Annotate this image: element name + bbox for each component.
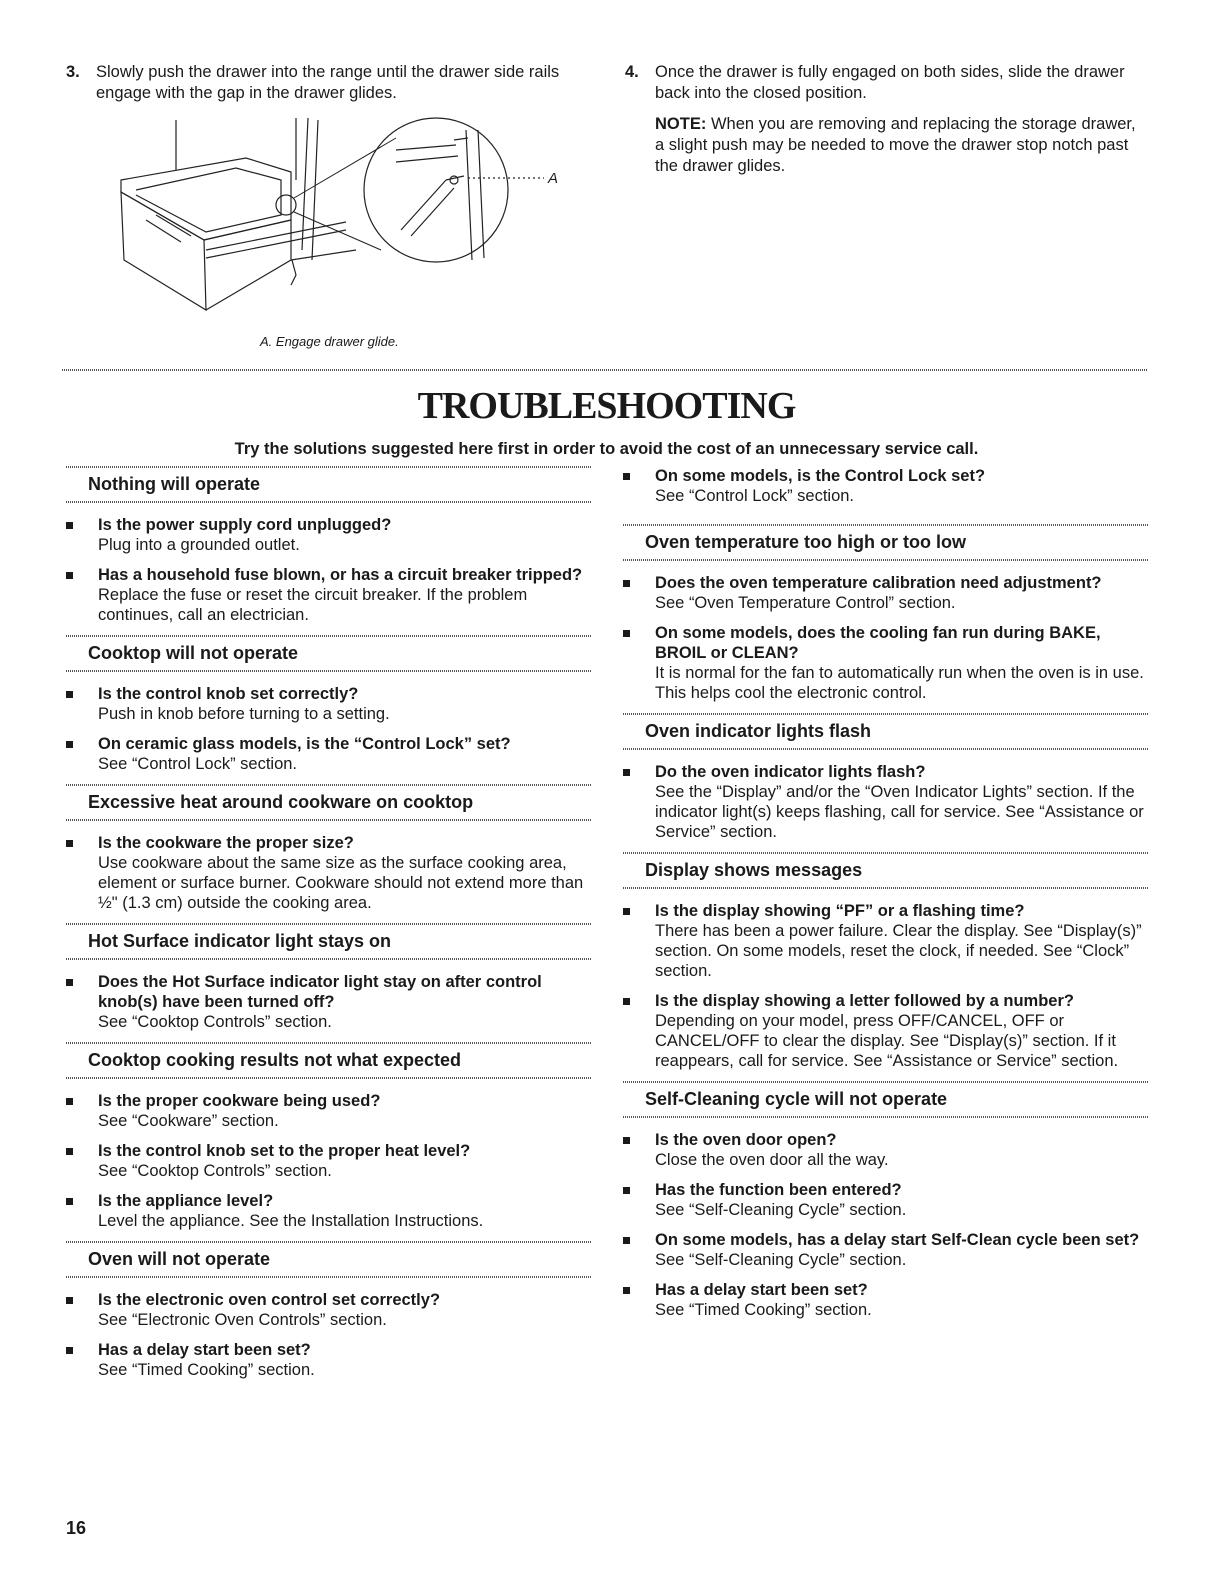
section-header (623, 713, 1148, 750)
section-cooking-results (66, 1042, 591, 1231)
list-item (623, 466, 1148, 506)
bullet-icon (623, 1287, 630, 1294)
answer: There has been a power failure. Clear the display. See “Display(s)” section. On some models, reset the clock, if needed. See “Clock” section. (655, 922, 1142, 980)
section-title: Oven will not operate (88, 1249, 271, 1269)
section-header (623, 524, 1148, 561)
list-item (623, 573, 1148, 613)
section-rule-bottom (66, 670, 591, 672)
question: Is the display showing a letter followed by a number? (655, 992, 1074, 1010)
right-column (623, 466, 1148, 1330)
question: Is the power supply cord unplugged? (98, 516, 392, 534)
list-item (66, 1340, 591, 1380)
bullet-icon (66, 1148, 73, 1155)
step-3-text: Slowly push the drawer into the range until the drawer side rails engage with the gap in the drawer glides. (96, 63, 560, 102)
section-nothing-will-operate (66, 466, 591, 625)
section-title: Cooktop will not operate (88, 643, 298, 663)
section-rule-bottom (66, 1077, 591, 1079)
section-header (623, 852, 1148, 889)
section-cooktop-will-not-operate (66, 635, 591, 774)
list-item (623, 623, 1148, 703)
section-self-cleaning (623, 1081, 1148, 1320)
bullet-icon (66, 1098, 73, 1105)
answer: Depending on your model, press OFF/CANCEL, OFF or CANCEL/OFF to clear the display. See “Display(s)” section. If it reappears, call for service. See “Assistance or Service” section. (655, 1012, 1119, 1070)
answer: See “Cooktop Controls” section. (98, 1162, 332, 1180)
section-rule-bottom (66, 958, 591, 960)
question: Is the display showing “PF” or a flashing time? (655, 902, 1025, 920)
answer: See “Cookware” section. (98, 1112, 279, 1130)
step-3-number: 3. (66, 63, 80, 81)
section-indicator-lights-flash (623, 713, 1148, 842)
list-item (66, 1091, 591, 1131)
section-oven-temperature (623, 524, 1148, 703)
list-item (66, 734, 591, 774)
section-title: Cooktop cooking results not what expected (88, 1050, 462, 1070)
question: Is the control knob set correctly? (98, 685, 359, 703)
bullet-icon (66, 572, 73, 579)
bullet-icon (66, 840, 73, 847)
answer: Plug into a grounded outlet. (98, 536, 300, 554)
question: On some models, does the cooling fan run during BAKE, BROIL or CLEAN? (655, 624, 1101, 662)
list-item (623, 1180, 1148, 1220)
list-item (66, 972, 591, 1032)
step-3-block (66, 62, 586, 104)
answer: Level the appliance. See the Installation Instructions. (98, 1212, 484, 1230)
question: Does the oven temperature calibration need adjustment? (655, 574, 1102, 592)
list-item (66, 1141, 591, 1181)
list-item (623, 1280, 1148, 1320)
question: Is the control knob set to the proper heat level? (98, 1142, 471, 1160)
section-divider (62, 369, 1147, 371)
bullet-icon (66, 1198, 73, 1205)
section-title: Hot Surface indicator light stays on (88, 931, 392, 951)
section-rule-bottom (66, 819, 591, 821)
intro-text: Try the solutions suggested here first in order to avoid the cost of an unnecessary service call. (234, 440, 979, 458)
section-rule-bottom (623, 887, 1148, 889)
section-rule-bottom (623, 748, 1148, 750)
answer: See “Self-Cleaning Cycle” section. (655, 1251, 907, 1269)
question: Is the proper cookware being used? (98, 1092, 381, 1110)
bullet-icon (623, 630, 630, 637)
bullet-icon (623, 1237, 630, 1244)
answer: See “Oven Temperature Control” section. (655, 594, 956, 612)
section-header (66, 1241, 591, 1278)
section-header (66, 923, 591, 960)
section-header (66, 466, 591, 503)
answer: See the “Display” and/or the “Oven Indicator Lights” section. If the indicator light(s) keeps flashing, call for service. See “Assistance or Service” section. (655, 783, 1144, 841)
bullet-icon (66, 1347, 73, 1354)
section-rule-bottom (623, 559, 1148, 561)
question: On some models, has a delay start Self-Clean cycle been set? (655, 1231, 1140, 1249)
section-excessive-heat (66, 784, 591, 913)
answer: See “Electronic Oven Controls” section. (98, 1311, 387, 1329)
question: Is the appliance level? (98, 1192, 274, 1210)
question: Has a household fuse blown, or has a circuit breaker tripped? (98, 566, 583, 584)
section-title: Nothing will operate (88, 474, 261, 494)
answer: See “Cooktop Controls” section. (98, 1013, 332, 1031)
list-item (623, 1130, 1148, 1170)
section-rule-bottom (623, 1116, 1148, 1118)
drawer-glide-illustration (96, 110, 586, 335)
step-3 (66, 62, 586, 104)
bullet-icon (66, 691, 73, 698)
section-title: Excessive heat around cookware on cooktop (88, 792, 474, 812)
question: Is the electronic oven control set correctly? (98, 1291, 441, 1309)
section-header (623, 1081, 1148, 1118)
left-column (66, 466, 591, 1390)
answer: Close the oven door all the way. (655, 1151, 889, 1169)
question: Does the Hot Surface indicator light stay on after control knob(s) have been turned off? (98, 973, 542, 1011)
list-item (623, 991, 1148, 1071)
answer: Replace the fuse or reset the circuit breaker. If the problem continues, call an electrician. (98, 586, 528, 624)
step-4-text: Once the drawer is fully engaged on both sides, slide the drawer back into the closed position. (655, 63, 1125, 102)
step-4-number: 4. (625, 63, 639, 81)
list-item (66, 1290, 591, 1330)
section-title: Display shows messages (645, 860, 863, 880)
list-item (66, 565, 591, 625)
list-item (66, 833, 591, 913)
question: On some models, is the Control Lock set? (655, 467, 986, 485)
note (625, 114, 1145, 177)
answer: See “Timed Cooking” section. (98, 1361, 315, 1379)
bullet-icon (623, 998, 630, 1005)
section-header (66, 635, 591, 672)
answer: See “Control Lock” section. (98, 755, 298, 773)
bullet-icon (623, 769, 630, 776)
section-title: Self-Cleaning cycle will not operate (645, 1089, 948, 1109)
section-header (66, 784, 591, 821)
answer: See “Self-Cleaning Cycle” section. (655, 1201, 907, 1219)
question: Do the oven indicator lights flash? (655, 763, 926, 781)
question: Is the oven door open? (655, 1131, 837, 1149)
note-text: When you are removing and replacing the storage drawer, a slight push may be needed to move the drawer stop notch past the drawer glides. (655, 115, 1136, 175)
page-title: TROUBLESHOOTING (417, 385, 796, 427)
list-item (66, 515, 591, 555)
question: Has a delay start been set? (98, 1341, 311, 1359)
step-4 (625, 62, 1145, 104)
section-header (66, 1042, 591, 1079)
bullet-icon (623, 908, 630, 915)
page-number: 16 (66, 1518, 87, 1538)
bullet-icon (623, 473, 630, 480)
section-rule-bottom (66, 501, 591, 503)
bullet-icon (623, 580, 630, 587)
step-4-block (625, 62, 1145, 177)
section-oven-will-not-operate (66, 1241, 591, 1380)
question: Has a delay start been set? (655, 1281, 868, 1299)
section-hot-surface-light (66, 923, 591, 1032)
section-title: Oven indicator lights flash (645, 721, 872, 741)
note-label: NOTE: (655, 115, 707, 133)
section-title: Oven temperature too high or too low (645, 532, 967, 552)
question: Has the function been entered? (655, 1181, 902, 1199)
list-item (66, 684, 591, 724)
section-rule-bottom (66, 1276, 591, 1278)
answer: Use cookware about the same size as the surface cooking area, element or surface burner. Cookware should not extend more than ½" (1.3 cm) outside the cooking area. (98, 854, 584, 912)
list-item (623, 1230, 1148, 1270)
bullet-icon (623, 1187, 630, 1194)
answer: See “Control Lock” section. (655, 487, 855, 505)
question: On ceramic glass models, is the “Control Lock” set? (98, 735, 511, 753)
answer: See “Timed Cooking” section. (655, 1301, 872, 1319)
answer: Push in knob before turning to a setting. (98, 705, 390, 723)
bullet-icon (66, 1297, 73, 1304)
list-item (623, 762, 1148, 842)
section-display-messages (623, 852, 1148, 1071)
bullet-icon (66, 522, 73, 529)
figure-caption: A. Engage drawer glide. (260, 334, 399, 349)
bullet-icon (66, 979, 73, 986)
list-item (66, 1191, 591, 1231)
answer: It is normal for the fan to automatically run when the oven is in use. This helps cool the electronic control. (655, 664, 1144, 702)
list-item (623, 901, 1148, 981)
question: Is the cookware the proper size? (98, 834, 354, 852)
bullet-icon (66, 741, 73, 748)
figure-callout-label: A (548, 170, 559, 187)
bullet-icon (623, 1137, 630, 1144)
